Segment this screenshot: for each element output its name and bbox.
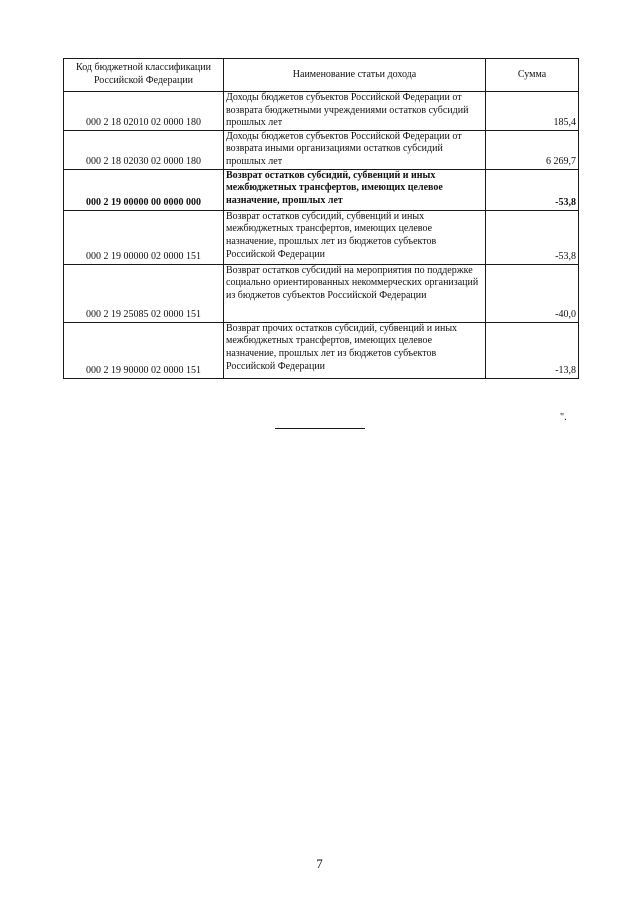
cell-sum: -53,8 xyxy=(486,210,579,264)
table-body xyxy=(64,92,579,379)
cell-sum: 6 269,7 xyxy=(486,130,579,169)
cell-name: Возврат прочих остатков субсидий, субвенций и иных межбюджетных трансфертов, имеющих целевое назначение, прошлых лет из бюджетов субъектов Российской Федерации xyxy=(224,322,486,378)
table-row xyxy=(64,210,579,264)
cell-sum: -40,0 xyxy=(486,264,579,322)
table-row xyxy=(64,130,579,169)
table-row xyxy=(64,264,579,322)
revenue-table xyxy=(63,58,579,379)
cell-sum: -53,8 xyxy=(486,169,579,210)
cell-code: 000 2 18 02010 02 0000 180 xyxy=(64,92,224,131)
cell-name: Возврат остатков субсидий на мероприятия по поддержке социально ориентированных некоммерческих организаций из бюджетов субъектов Российской Федерации xyxy=(224,264,486,322)
cell-sum: 185,4 xyxy=(486,92,579,131)
table-row xyxy=(64,322,579,378)
header-sum: Сумма xyxy=(486,59,579,92)
table-row xyxy=(64,92,579,131)
cell-code: 000 2 19 25085 02 0000 151 xyxy=(64,264,224,322)
cell-code: 000 2 19 00000 02 0000 151 xyxy=(64,210,224,264)
page-number: 7 xyxy=(316,856,323,871)
cell-name: Возврат остатков субсидий, субвенций и иных межбюджетных трансфертов, имеющих целевое назначение, прошлых лет из бюджетов субъектов Российской Федерации xyxy=(224,210,486,264)
cell-name: Доходы бюджетов субъектов Российской Федерации от возврата иными организациями остатков субсидий прошлых лет xyxy=(224,130,486,169)
table-row xyxy=(64,169,579,210)
cell-sum: -13,8 xyxy=(486,322,579,378)
table-header-row xyxy=(64,59,579,92)
cell-name: Доходы бюджетов субъектов Российской Федерации от возврата бюджетными учреждениями остатков субсидий прошлых лет xyxy=(224,92,486,131)
cell-code: 000 2 19 90000 02 0000 151 xyxy=(64,322,224,378)
cell-code: 000 2 19 00000 00 0000 000 xyxy=(64,169,224,210)
header-name: Наименование статьи дохода xyxy=(224,59,486,92)
closing-quote: ". xyxy=(560,412,567,423)
cell-name: Возврат остатков субсидий, субвенций и иных межбюджетных трансфертов, имеющих целевое назначение, прошлых лет xyxy=(224,169,486,210)
divider-line xyxy=(275,428,365,429)
header-code: Код бюджетной классификации Российской Федерации xyxy=(64,59,224,92)
cell-code: 000 2 18 02030 02 0000 180 xyxy=(64,130,224,169)
